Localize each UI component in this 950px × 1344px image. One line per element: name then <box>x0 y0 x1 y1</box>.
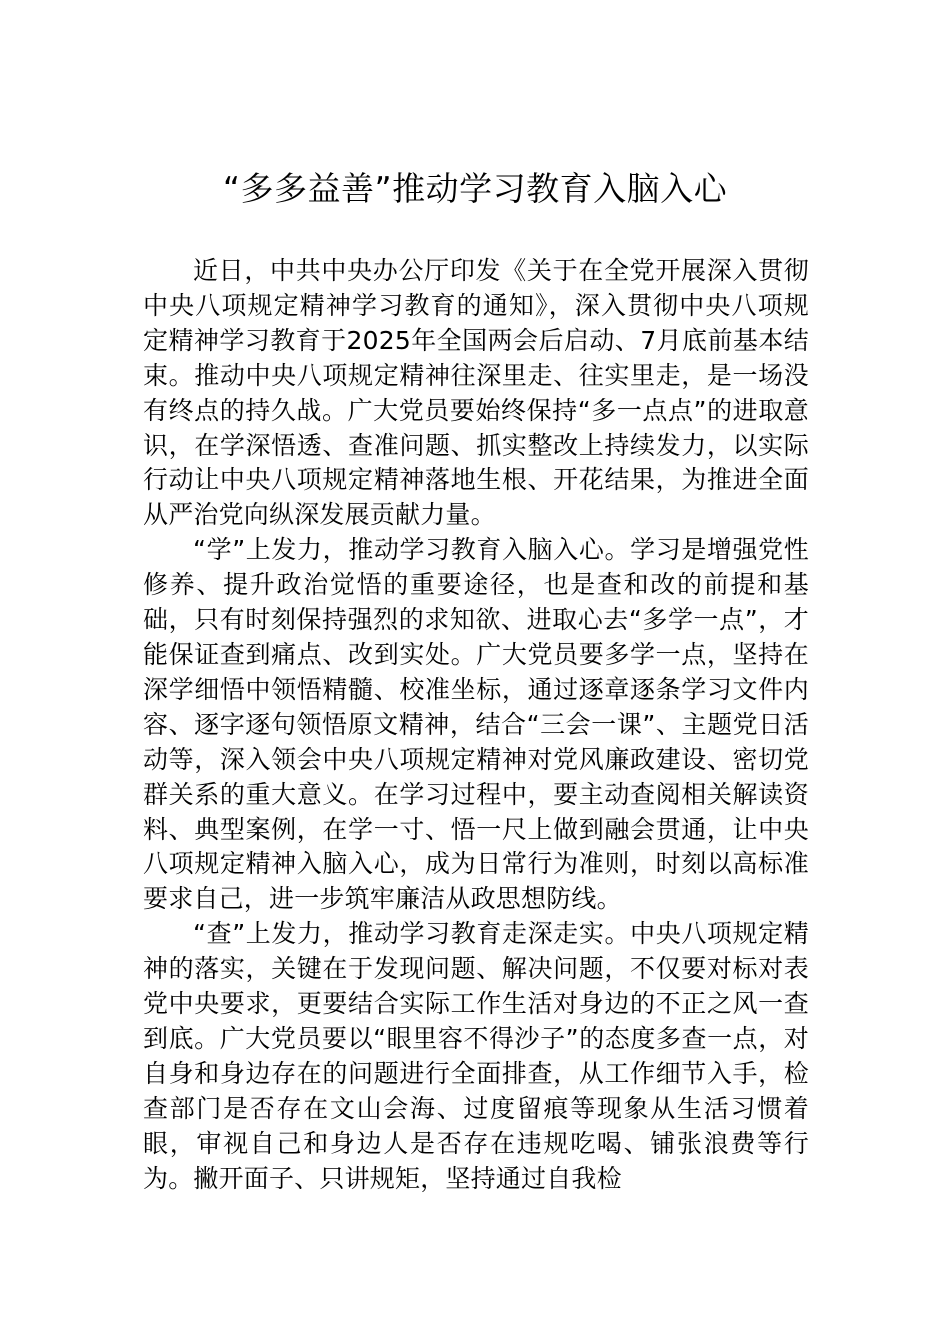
paragraph-intro: 近日，中共中央办公厅印发《关于在全党开展深入贯彻中央八项规定精神学习教育的通知》，深入贯彻中央八项规定精神学习教育于2025年全国两会后启动、7月底前基本结束。推动中央八项规定精神往深里走、往实里走，是一场没有终点的持久战。广大党员要始终保持“多一点点”的进取意识，在学深悟透、查准问题、抓实整改上持续发力，以实际行动让中央八项规定精神落地生根、开花结果，为推进全面从严治党向纵深发展贡献力量。 <box>143 256 809 530</box>
paragraph-study: “学”上发力，推动学习教育入脑入心。学习是增强党性修养、提升政治觉悟的重要途径，也是查和改的前提和基础，只有时刻保持强烈的求知欲、进取心去“多学一点”，才能保证查到痛点、改到实处。广大党员要多学一点，坚持在深学细悟中领悟精髓、校准坐标，通过逐章逐条学习文件内容、逐字逐句领悟原文精神，结合“三会一课”、主题党日活动等，深入领会中央八项规定精神对党风廉政建设、密切党群关系的重大意义。在学习过程中，要主动查阅相关解读资料、典型案例，在学一寸、悟一尺上做到融会贯通，让中央八项规定精神入脑入心，成为日常行为准则，时刻以高标准要求自己，进一步筑牢廉洁从政思想防线。 <box>143 535 809 914</box>
paragraph-inspect: “查”上发力，推动学习教育走深走实。中央八项规定精神的落实，关键在于发现问题、解决问题，不仅要对标对表党中央要求，更要结合实际工作生活对身边的不正之风一查到底。广大党员要以“眼里容不得沙子”的态度多查一点，对自身和身边存在的问题进行全面排查，从工作细节入手，检查部门是否存在文山会海、过度留痕等现象从生活习惯着眼，审视自己和身边人是否存在违规吃喝、铺张浪费等行为。撇开面子、只讲规矩，坚持通过自我检 <box>143 919 809 1193</box>
document-title: “多多益善”推动学习教育入脑入心 <box>222 169 728 208</box>
document-body <box>143 254 809 1196</box>
